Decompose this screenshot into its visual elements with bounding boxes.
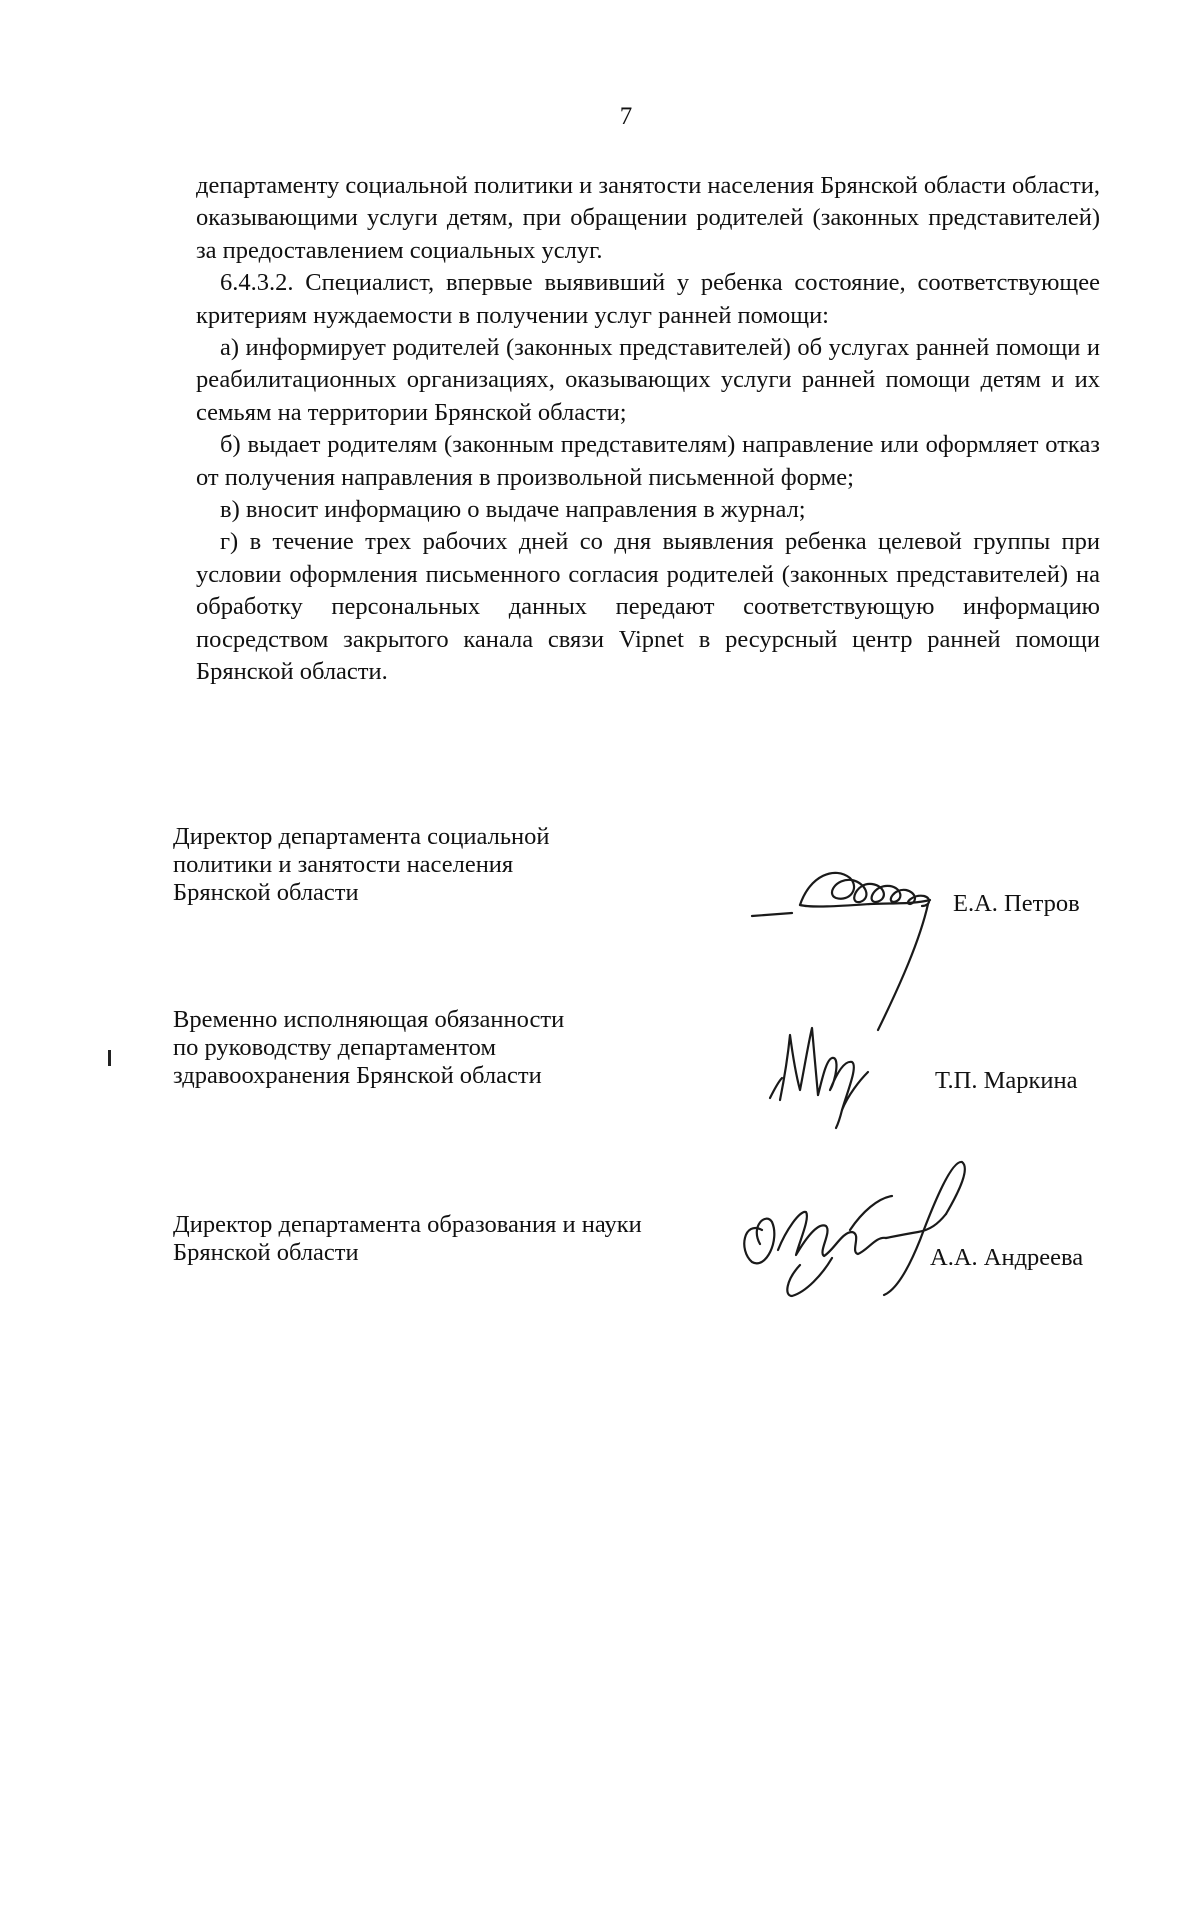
paragraph-item-b: б) выдает родителям (законным представителям) направление или оформляет отказ от получения направления в произвольной письменной форме; <box>196 431 1100 491</box>
signature-petrov-graphic <box>752 873 930 1030</box>
paragraph-item-v: в) вносит информацию о выдаче направления в журнал; <box>220 496 806 524</box>
signatory-1-name: Е.А. Петров <box>953 890 1080 917</box>
paragraph-item-g: г) в течение трех рабочих дней со дня выявления ребенка целевой группы при условии оформления письменного согласия родителей (законных представителей) на обработку персональных данных передают соответствующую информацию посредством закрытого канала связи Vipnet в ресурсный центр ранней помощи Брянской области. <box>196 528 1100 686</box>
signatory-title-line: политики и занятости населения <box>173 851 514 878</box>
signatory-title-line: Директор департамента образования и науки <box>173 1211 642 1238</box>
signatory-title-line: Брянской области <box>173 879 359 906</box>
signatory-title-line: Временно исполняющая обязанности <box>173 1006 565 1033</box>
signatory-title-line: Брянской области <box>173 1239 359 1266</box>
signatory-title-line: здравоохранения Брянской области <box>173 1062 542 1089</box>
signatory-2-name: Т.П. Маркина <box>935 1067 1078 1094</box>
signatory-3-name: А.А. Андреева <box>930 1244 1084 1271</box>
signatory-title-line: Директор департамента социальной <box>173 823 550 850</box>
paragraph-6-4-3-2: 6.4.3.2. Специалист, впервые выявивший у ребенка состояние, соответствующее критериям нуждаемости в получении услуг ранней помощи: <box>196 269 1100 329</box>
signature-markina-graphic <box>770 1028 868 1128</box>
paragraph-continuation: департаменту социальной политики и занятости населения Брянской области области, оказывающими услуги детям, при обращении родителей (законных представителей) за предоставлением социальных услуг. <box>196 172 1100 264</box>
signature-andreeva-graphic <box>744 1162 965 1296</box>
signatory-title-line: по руководству департаментом <box>173 1034 496 1061</box>
paragraph-item-a: а) информирует родителей (законных представителей) об услугах ранней помощи и реабилитационных организациях, оказывающих услуги ранней помощи детям и их семьям на территории Брянской области; <box>196 334 1100 426</box>
page-number: 7 <box>619 103 633 130</box>
